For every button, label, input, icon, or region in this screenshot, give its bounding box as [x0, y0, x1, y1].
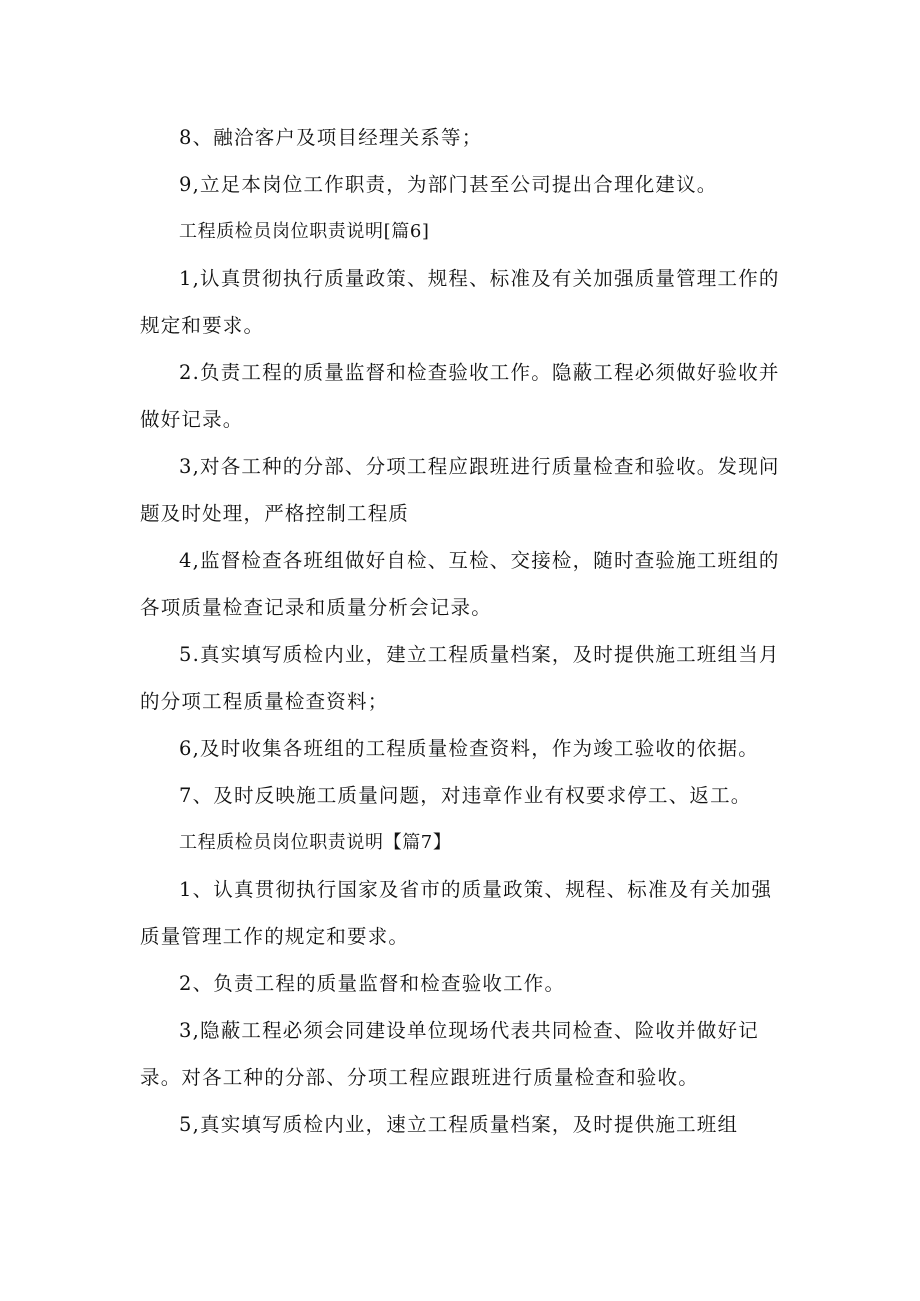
list-item-6-6: 6,及时收集各班组的工程质量检查资料，作为竣工验收的依据。 [179, 737, 759, 760]
section-heading-6: 工程质检员岗位职责说明[篇6] [179, 221, 430, 242]
document-body [140, 114, 782, 1148]
list-item-7-1: 1、认真贯彻执行国家及省市的质量政策、规程、标准及有关加强质量管理工作的规定和要求。 [140, 878, 773, 948]
list-item-9: 9,立足本岗位工作职责，为部门甚至公司提出合理化建议。 [179, 173, 718, 196]
list-item-6-1: 1,认真贯彻执行质量政策、规程、标准及有关加强质量管理工作的规定和要求。 [140, 267, 780, 337]
list-item-7-2: 2、负责工程的质量监督和检查验收工作。 [179, 972, 566, 995]
list-item-6-2: 2.负责工程的质量监督和检查验收工作。隐蔽工程必须做好验收并做好记录。 [140, 361, 780, 431]
list-item-6-3: 3,对各工种的分部、分项工程应跟班进行质量检查和验收。发现问题及时处理，严格控制工程质 [140, 455, 780, 525]
list-item-6-5: 5.真实填写质检内业，建立工程质量档案，及时提供施工班组当月的分项工程质量检查资料； [140, 643, 780, 713]
section-heading-7: 工程质检员岗位职责说明【篇7】 [179, 832, 452, 853]
list-item-8: 8、融洽客户及项目经理关系等； [179, 126, 483, 149]
list-item-6-4: 4,监督检查各班组做好自检、互检、交接检，随时查验施工班组的各项质量检查记录和质量分析会记录。 [140, 549, 780, 619]
list-item-6-7: 7、及时反映施工质量问题，对违章作业有权要求停工、返工。 [179, 784, 752, 807]
list-item-7-3: 3,隐蔽工程必须会同建设单位现场代表共同检查、险收并做好记录。对各工种的分部、分项工程应跟班进行质量检查和验收。 [140, 1019, 759, 1089]
list-item-7-5: 5,真实填写质检内业，速立工程质量档案，及时提供施工班组 [179, 1113, 739, 1136]
